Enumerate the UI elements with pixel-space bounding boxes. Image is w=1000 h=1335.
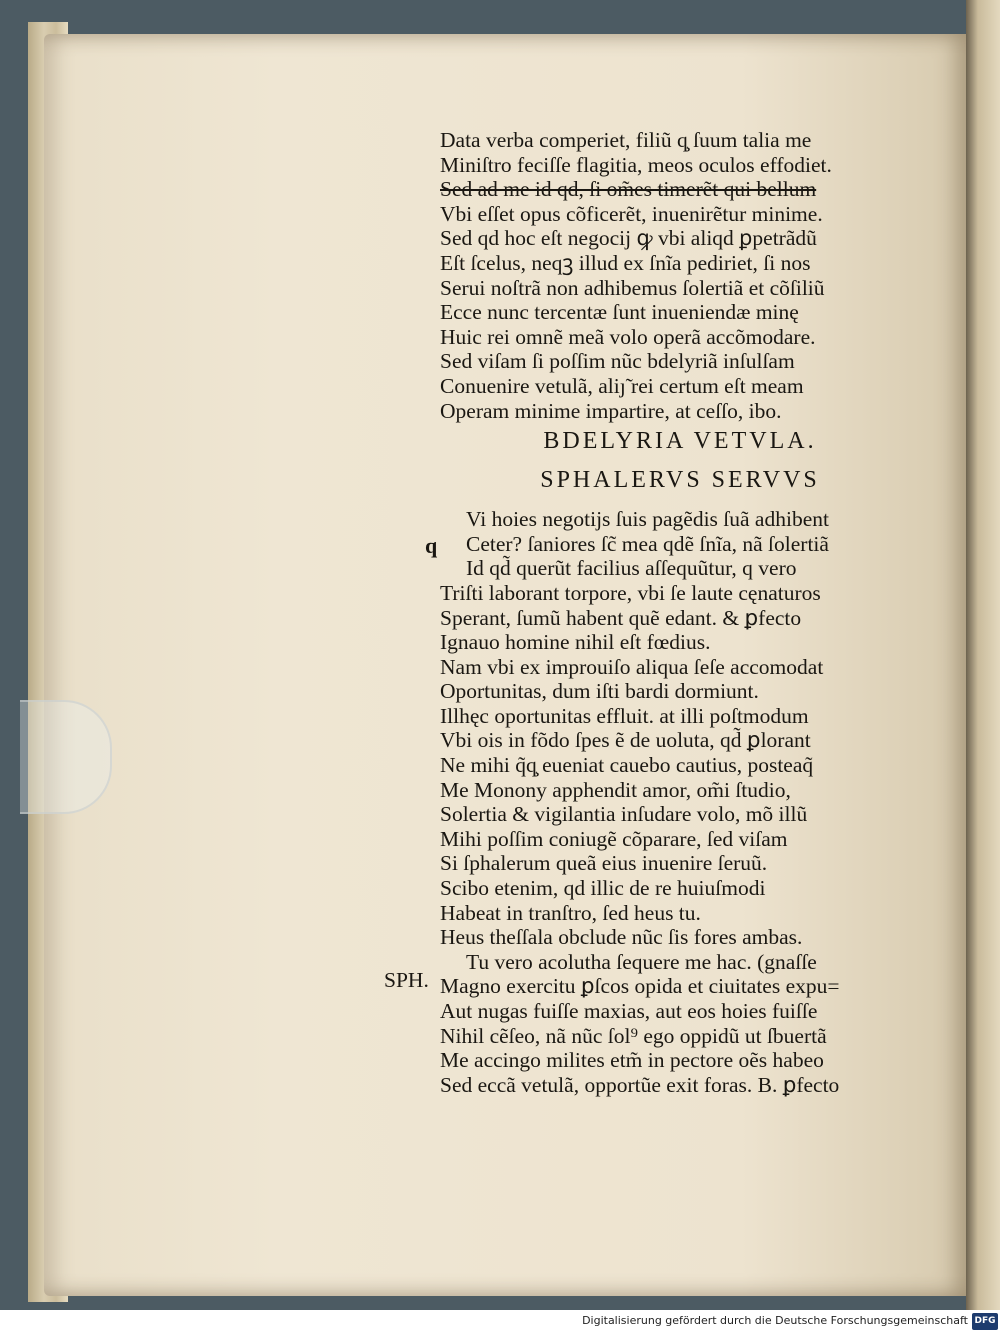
page-text bbox=[440, 128, 920, 1097]
text-line: Eſt ſcelus, neqꝫ illud ex ſnĩa pediriet, ſi nos bbox=[440, 250, 811, 275]
text-line: Triſti laborant torpore, vbi ſe laute cęnaturos bbox=[440, 580, 821, 605]
text-line: Nam vbi ex improuiſo aliqua ſeſe accomodat bbox=[440, 654, 824, 679]
text-line: Nihil cẽſeo, nã nũc ſol⁹ ego oppidũ ut ſbuertã bbox=[440, 1023, 827, 1048]
text-line: Magno exercitu ꝑſcos opida et ciuitates expu= bbox=[440, 974, 840, 999]
text-line: Scibo etenim, qd illic de re huiuſmodi bbox=[440, 876, 766, 901]
text-line: Serui noſtrã non adhibemus ſolertiã et cõſiliũ bbox=[440, 275, 825, 300]
text-line: Operam minime impartire, at ceſſo, ibo. bbox=[440, 398, 782, 423]
text-line: Habeat in tranſtro, ſed heus tu. bbox=[440, 900, 701, 925]
text-line: Vbi ois in fõdo ſpes ẽ de uoluta, qd̃ ꝑlorant bbox=[440, 728, 811, 753]
speaker-label: SPH. bbox=[384, 968, 429, 992]
text-line: Si ſphalerum queã eius inuenire ſeruũ. bbox=[440, 851, 768, 876]
text-line: Ceter? ſaniores ſc̃ mea qdẽ ſnĩa, nã ſolertiã bbox=[466, 531, 829, 556]
text-line: Ignauo homine nihil eſt fœdius. bbox=[440, 630, 711, 655]
text-line: Me accingo milites etm̃ in pectore oẽs habeo bbox=[440, 1048, 824, 1073]
text-line: Mihi poſſim coniugẽ cõparare, ſed viſam bbox=[440, 826, 788, 851]
text-block-top bbox=[440, 128, 920, 423]
text-line: Sed ad me id qd, ſi om̃es timerẽt qui bellum bbox=[440, 177, 817, 202]
text-line: Vbi eſſet opus cõficerẽt, inuenirẽtur minime. bbox=[440, 201, 823, 226]
text-line: Ne mihi q̃q̧ eueniat cauebo cautius, posteaq̃ bbox=[440, 753, 814, 778]
text-line: Heus theſſala obclude nũc ſis fores ambas. bbox=[440, 925, 803, 950]
text-line: Sperant, ſumũ habent quẽ edant. & ꝑfecto bbox=[440, 605, 802, 630]
text-line: Me Monony apphendit amor, om̃i ſtudio, bbox=[440, 777, 791, 802]
text-line: Sed qd hoc eſt negocij ꝙ vbi aliqd ꝑpetrãdũ bbox=[440, 226, 817, 251]
dfg-logo: DFG bbox=[972, 1313, 998, 1330]
facing-page-edge bbox=[966, 0, 1000, 1310]
text-line: Aut nugas fuiſſe maxias, aut eos hoies fuiſſe bbox=[440, 999, 818, 1023]
text-line: Miniſtro feciſſe flagitia, meos oculos effodiet. bbox=[440, 152, 832, 177]
text-line: Id qd̃ querũt facilius aſſequũtur, q vero bbox=[466, 556, 797, 581]
text-line: Oportunitas, dum iſti bardi dormiunt. bbox=[440, 679, 759, 704]
heading-bdelyria: BDELYRIA VETVLA. bbox=[543, 428, 817, 455]
heading-sphalerus: SPHALERVS SERVVS bbox=[540, 467, 820, 494]
text-line: Sed eccã vetulã, opportũe exit foras. B. ꝑfecto bbox=[440, 1072, 840, 1097]
text-line: Solertia & vigilantia inſudare volo, mõ illũ bbox=[440, 802, 808, 827]
text-line: Huic rei omnẽ meã volo operã accõmodare. bbox=[440, 324, 816, 349]
text-line: Ecce nunc tercentæ ſunt inueniendæ minę bbox=[440, 300, 799, 325]
text-line: Sed viſam ſi poſſim nũc bdelyriã inſulſam bbox=[440, 349, 795, 374]
text-block-middle bbox=[440, 507, 920, 974]
text-line: Conuenire vetulã, aliȷ̃ rei certum eſt meam bbox=[440, 373, 804, 398]
marginal-initial: q bbox=[425, 533, 438, 558]
footer-credit: Digitalisierung gefördert durch die Deutsche Forschungsgemeinschaft bbox=[582, 1314, 968, 1327]
footer bbox=[0, 1310, 1000, 1335]
text-line: Vi hoies negotijs ſuis pagẽdis ſuã adhibent bbox=[466, 507, 829, 532]
text-line: Tu vero acolutha ſequere me hac. (gnaſſe bbox=[466, 949, 817, 974]
text-line: Illhęc oportunitas effluit. at illi poſtmodum bbox=[440, 703, 809, 728]
text-line: Data verba comperiet, filiũ q̧ ſuum talia me bbox=[440, 128, 812, 152]
text-block-bottom bbox=[440, 974, 920, 1097]
plastic-page-clip bbox=[20, 700, 112, 814]
